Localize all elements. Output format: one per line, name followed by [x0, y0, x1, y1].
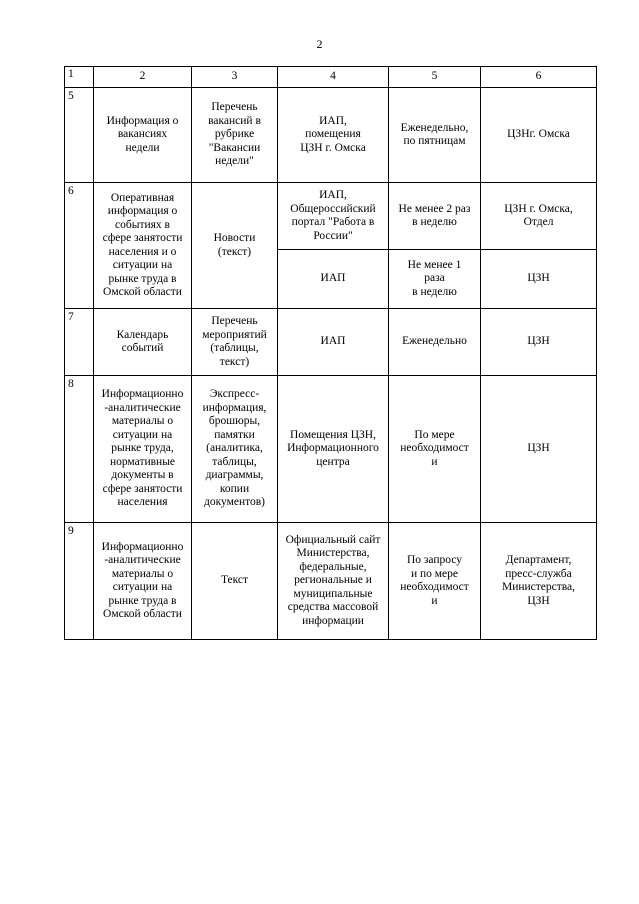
info-type-cell: Перечень мероприятий (таблицы, текст): [192, 309, 278, 376]
info-type-cell: Текст: [192, 523, 278, 640]
table-header-row: [65, 67, 597, 88]
row-number: 5: [65, 88, 94, 183]
info-name-cell: Оперативная информация о событиях в сфере занятости населения и о ситуации на рынке труда в Омской области: [94, 183, 192, 309]
period-cell: По запросу и по мере необходимост и: [389, 523, 481, 640]
row-number: 9: [65, 523, 94, 640]
responsible-cell: ЦЗН: [481, 376, 597, 523]
info-name-cell: Информационно -аналитические материалы о ситуации на рынке труда в Омской области: [94, 523, 192, 640]
period-cell: Не менее 1 раза в неделю: [389, 250, 481, 309]
info-name-cell: Календарь событий: [94, 309, 192, 376]
channel-cell: ИАП: [278, 250, 389, 309]
row-number: 7: [65, 309, 94, 376]
responsible-cell: Департамент, пресс-служба Министерства, ЦЗН: [481, 523, 597, 640]
period-cell: Еженедельно, по пятницам: [389, 88, 481, 183]
channel-cell: Помещения ЦЗН, Информационного центра: [278, 376, 389, 523]
info-type-cell: Новости (текст): [192, 183, 278, 309]
row-number: 8: [65, 376, 94, 523]
column-number-2: 2: [94, 67, 192, 88]
column-number-6: 6: [481, 67, 597, 88]
channel-cell: Официальный сайт Министерства, федеральные, региональные и муниципальные средства массовой информации: [278, 523, 389, 640]
period-cell: Еженедельно: [389, 309, 481, 376]
row-number: 6: [65, 183, 94, 309]
information-table: [64, 66, 597, 640]
info-type-cell: Экспресс- информация, брошюры, памятки (аналитика, таблицы, диаграммы, копии документов): [192, 376, 278, 523]
column-number-1: 1: [65, 67, 94, 88]
info-type-cell: Перечень вакансий в рубрике "Вакансии недели": [192, 88, 278, 183]
column-number-5: 5: [389, 67, 481, 88]
info-name-cell: Информационно -аналитические материалы о ситуации на рынке труда, нормативные документы в сфере занятости населения: [94, 376, 192, 523]
channel-cell: ИАП, Общероссийский портал "Работа в России": [278, 183, 389, 250]
table-row: [65, 376, 597, 523]
column-number-4: 4: [278, 67, 389, 88]
period-cell: По мере необходимост и: [389, 376, 481, 523]
responsible-cell: ЦЗН г. Омска, Отдел: [481, 183, 597, 250]
info-name-cell: Информация о вакансиях недели: [94, 88, 192, 183]
channel-cell: ИАП: [278, 309, 389, 376]
channel-cell: ИАП, помещения ЦЗН г. Омска: [278, 88, 389, 183]
responsible-cell: ЦЗН: [481, 309, 597, 376]
page-number: 2: [316, 37, 323, 51]
responsible-cell: ЦЗНг. Омска: [481, 88, 597, 183]
table-row: [65, 88, 597, 183]
column-number-3: 3: [192, 67, 278, 88]
responsible-cell: ЦЗН: [481, 250, 597, 309]
table-row: [65, 183, 597, 250]
period-cell: Не менее 2 раз в неделю: [389, 183, 481, 250]
table-row: [65, 309, 597, 376]
table-row: [65, 523, 597, 640]
